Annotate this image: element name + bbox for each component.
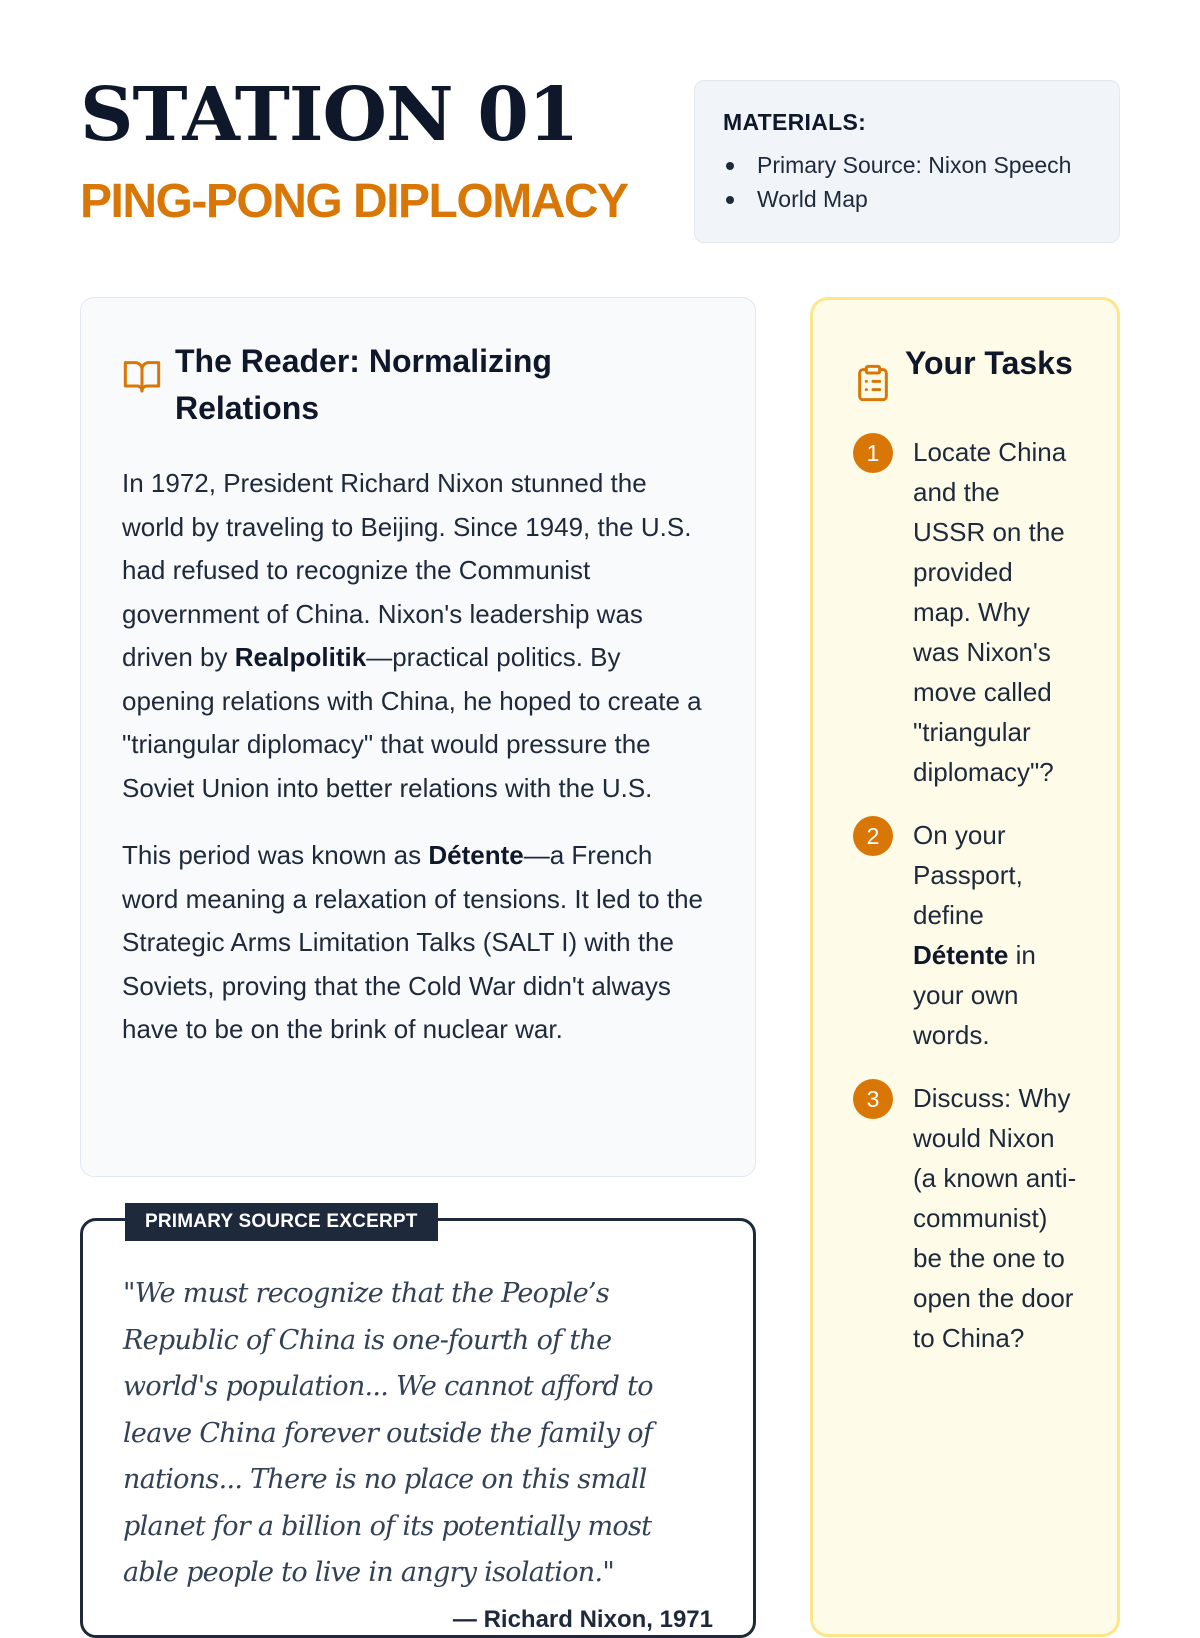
task-item (853, 433, 1077, 792)
station-title: STATION 01 (80, 72, 579, 158)
task-number-badge: 3 (853, 1079, 893, 1119)
materials-list (723, 148, 1091, 216)
key-term-realpolitik: Realpolitik (234, 642, 367, 672)
reader-panel (80, 297, 756, 1177)
materials-item: World Map (723, 182, 1091, 216)
task-text: Locate China and the USSR on the provided map. Why was Nixon's move called "triangular diplomacy"? (913, 437, 1067, 787)
key-term-detente: Détente (913, 940, 1009, 970)
reader-title: The Reader: Normalizing Relations (175, 343, 552, 426)
task-item (853, 1079, 1077, 1358)
tasks-title: Your Tasks (905, 345, 1073, 381)
task-text: On your Passport, define Détente in your own words. (913, 820, 1036, 1050)
clipboard-list-icon (853, 363, 893, 403)
tasks-panel (810, 297, 1120, 1637)
reader-paragraph: In 1972, President Richard Nixon stunned the world by traveling to Beijing. Since 1949, the U.S. had refused to recognize the Communist government of China. Nixon's leadership was driven by Realpolitik—practical politics. By opening relations with China, he hoped to create a "triangular diplomacy" that would pressure the Soviet Union into better relations with the U.S. (122, 468, 702, 803)
primary-source-tag: PRIMARY SOURCE EXCERPT (125, 1203, 438, 1241)
materials-item: Primary Source: Nixon Speech (723, 148, 1091, 182)
materials-label: MATERIALS: (723, 109, 867, 135)
primary-source-quote: "We must recognize that the People’s Republic of China is one-fourth of the world's population... We cannot afford to leave China forever outside the family of nations... There is no place on this small planet for a billion of its potentially most able people to live in angry isolation." (123, 1278, 653, 1588)
materials-box (694, 80, 1120, 243)
task-item (853, 816, 1077, 1055)
station-topic: PING-PONG DIPLOMACY (80, 175, 628, 228)
book-open-icon (122, 356, 162, 396)
task-number-badge: 2 (853, 816, 893, 856)
task-text: Discuss: Why would Nixon (a known anti-communist) be the one to open the door to China? (913, 1083, 1077, 1353)
reader-paragraph: This period was known as Détente—a French word meaning a relaxation of tensions. It led to the Strategic Arms Limitation Talks (SALT I) with the Soviets, proving that the Cold War didn't always have to be on the brink of nuclear war. (122, 840, 704, 1044)
task-number-badge: 1 (853, 433, 893, 473)
primary-source-box (80, 1211, 756, 1638)
reader-header (122, 338, 715, 432)
tasks-header (853, 340, 1077, 403)
primary-source-attribution: — Richard Nixon, 1971 (452, 1605, 713, 1633)
key-term-detente: Détente (428, 840, 524, 870)
